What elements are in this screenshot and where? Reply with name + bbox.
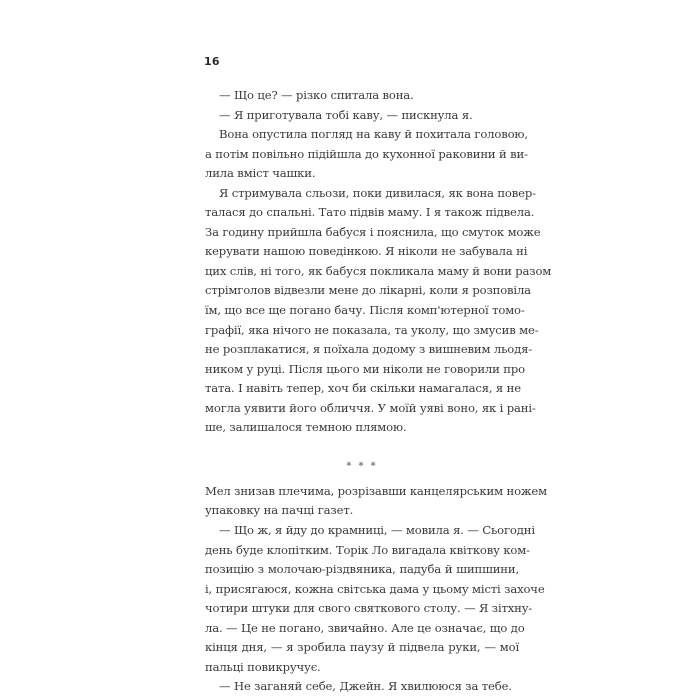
text-line: а потім повільно підійшла до кухонної раковини й ви- bbox=[205, 146, 528, 161]
text-line: чотири штуки для свого святкового столу. — Я зітхну- bbox=[205, 601, 533, 616]
text-line: ше, залишалося темною плямою. bbox=[205, 420, 407, 435]
text-line: лила вміст чашки. bbox=[205, 166, 316, 181]
text-line: графії, яка нічого не показала, та уколу, що змусив ме- bbox=[205, 322, 539, 337]
text-line: — Я приготувала тобі каву, — пискнула я. bbox=[219, 107, 473, 122]
text-line: талася до спальні. Тато підвів маму. І я також підвела. bbox=[205, 205, 535, 220]
text-line: керувати нашою поведінкою. Я ніколи не забувала ні bbox=[205, 244, 528, 259]
text-line: — Не заганяй себе, Джейн. Я хвилююся за тебе. bbox=[219, 679, 512, 694]
text-line: тата. І навіть тепер, хоч би скільки намагалася, я не bbox=[205, 381, 521, 396]
text-line: позицію з молочаю-різдвяника, падуба й шипшини, bbox=[205, 562, 519, 577]
text-line: пальці повикручує. bbox=[205, 659, 321, 674]
text-line: — Що це? — різко спитала вона. bbox=[219, 88, 414, 102]
page-body bbox=[205, 86, 552, 697]
page-number: 16 bbox=[204, 55, 220, 68]
text-line: Мел знизав плечима, розрізавши канцелярським ножем bbox=[205, 483, 547, 498]
text-line: і, присягаюся, кожна світська дама у цьому місті захоче bbox=[205, 581, 545, 596]
text-line: день буде клопітким. Торік Ло вигадала квіткову ком- bbox=[205, 542, 530, 557]
text-line: цих слів, ні того, як бабуся покликала маму й вони разом bbox=[205, 263, 552, 278]
section-2 bbox=[205, 482, 547, 697]
text-line: могла уявити його обличчя. У моїй уяві воно, як і рані- bbox=[205, 400, 536, 415]
text-line: Вона опустила погляд на каву й похитала головою, bbox=[219, 127, 528, 142]
text-line: стрімголов відвезли мене до лікарні, коли я розповіла bbox=[205, 283, 531, 298]
text-line: їм, що все ще погано бачу. Після комп'ютерної томо- bbox=[205, 303, 525, 318]
text-line: ла. — Це не погано, звичайно. Але це означає, що до bbox=[205, 620, 525, 635]
text-line: За годину прийшла бабуся і пояснила, що смуток може bbox=[205, 224, 541, 239]
text-line: — Що ж, я йду до крамниці, — мовила я. — Сьогодні bbox=[219, 523, 535, 538]
section-separator: * * * bbox=[346, 461, 378, 473]
text-line: Я стримувала сльози, поки дивилася, як вона повер- bbox=[219, 185, 536, 200]
text-line: ником у руці. Після цього ми ніколи не говорили про bbox=[205, 361, 525, 376]
section-1 bbox=[205, 86, 552, 438]
text-line: кінця дня, — я зробила паузу й підвела руки, — мої bbox=[205, 640, 519, 655]
text-line: упаковку на пачці газет. bbox=[205, 503, 354, 518]
text-line: не розплакатися, я поїхала додому з вишневим льодя- bbox=[205, 342, 533, 357]
